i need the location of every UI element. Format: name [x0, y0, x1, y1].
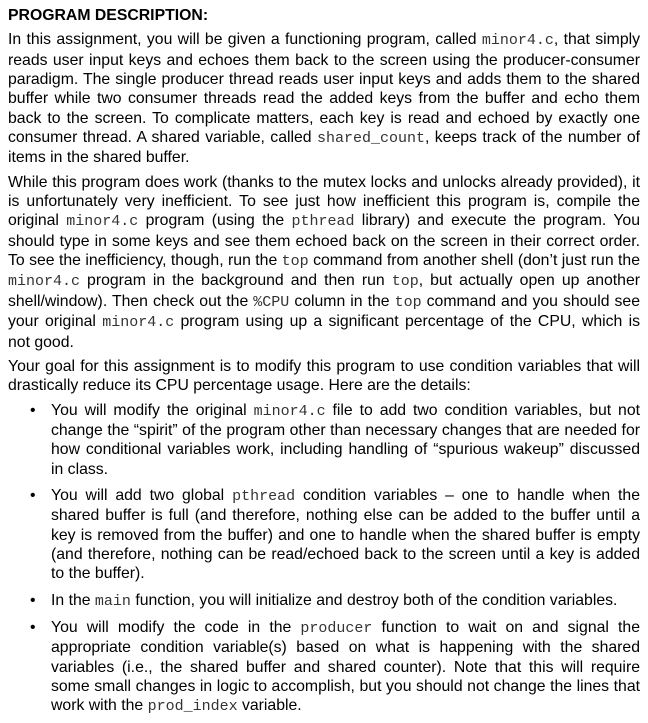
bullet-icon: • [30, 401, 36, 419]
bullet-icon: • [30, 618, 36, 636]
text: program (using the [138, 212, 292, 230]
paragraph-intro [8, 30, 640, 167]
text: In this assignment, you will be given a functioning program, called [8, 31, 482, 49]
text: While this program does work (thanks to the mutex locks and unlocks already provided), it is unfortunately very inefficient. To see just how inefficient this program is, compile the original [8, 173, 640, 230]
text: , keeps track of the number of items in the shared buffer. [8, 129, 640, 167]
code-library: pthread [291, 213, 355, 231]
text: You will modify the original [51, 401, 254, 419]
text: program in the background and then run [80, 272, 392, 290]
text: library) and execute the program. You should type in some keys and see them echoed back on the screen in their correct order. To see the inefficiency, though, run the [8, 212, 640, 270]
list-item [8, 591, 640, 611]
list-item [8, 618, 640, 717]
paragraph-inefficiency [8, 173, 640, 352]
code-filename: minor4.c [8, 273, 81, 291]
code-filename: minor4.c [102, 314, 175, 332]
code-library: pthread [232, 487, 296, 505]
code-column: %CPU [253, 293, 290, 311]
text: function to wait on and signal the appropriate condition variable(s) based on what is happening with the shared variables (i.e., the shared buffer and shared counter). Note that this will require some small changes in logic to accomplish, but you should not change the lines that work with the [51, 618, 640, 715]
bullet-icon: • [30, 591, 36, 609]
text: variable. [237, 697, 302, 715]
text: You will add two global [51, 486, 233, 504]
text: You will modify the code in the [51, 618, 301, 636]
details-list [8, 401, 640, 717]
code-command: top [394, 293, 422, 311]
code-function: main [94, 592, 131, 610]
code-command: top [391, 273, 419, 291]
code-variable: shared_count [316, 130, 425, 148]
text: , but actually open up another shell/window). Then check out the [8, 272, 640, 310]
text: column in the [289, 292, 395, 310]
code-filename: minor4.c [66, 213, 139, 231]
text: function, you will initialize and destroy both of the condition variables. [130, 591, 618, 609]
list-item [8, 486, 640, 584]
code-function: producer [300, 619, 373, 637]
code-filename: minor4.c [253, 402, 326, 420]
code-variable: prod_index [147, 698, 238, 716]
text: program using up a significant percentage of the CPU, which is not good. [8, 313, 640, 351]
paragraph-goal: Your goal for this assignment is to modify this program to use condition variables that will drastically reduce its CPU percentage usage. Here are the details: [8, 357, 640, 395]
text: In the [51, 591, 95, 609]
list-item [8, 401, 640, 479]
text: command from another shell (don’t just run the [308, 252, 640, 270]
code-command: top [281, 253, 309, 271]
text: condition variables – one to handle when the shared buffer is full (and therefore, nothing else can be added to the buffer until a key is removed from the buffer) and one to handle when the shared buffer is empty (and therefore, nothing can be read/echoed back to the screen until a key is added to the buffer). [51, 486, 640, 583]
text: , that simply reads user input keys and echoes them back to the screen using the producer-consumer paradigm. The single producer thread reads user input keys and adds them to the shared buffer while two consumer threads read the added keys from the buffer and echo them back to the screen. To complicate matters, each key is read and echoed by exactly one consumer thread. A shared variable, called [8, 31, 641, 147]
code-filename: minor4.c [481, 32, 554, 50]
section-heading: PROGRAM DESCRIPTION: [8, 7, 209, 24]
bullet-icon: • [30, 486, 36, 504]
text: file to add two condition variables, but not change the “spirit” of the program other than necessary changes that are needed for how conditional variables work, including handling of “spurious wakeup” discussed in class. [51, 401, 640, 478]
text: command and you should see your original [8, 292, 640, 331]
